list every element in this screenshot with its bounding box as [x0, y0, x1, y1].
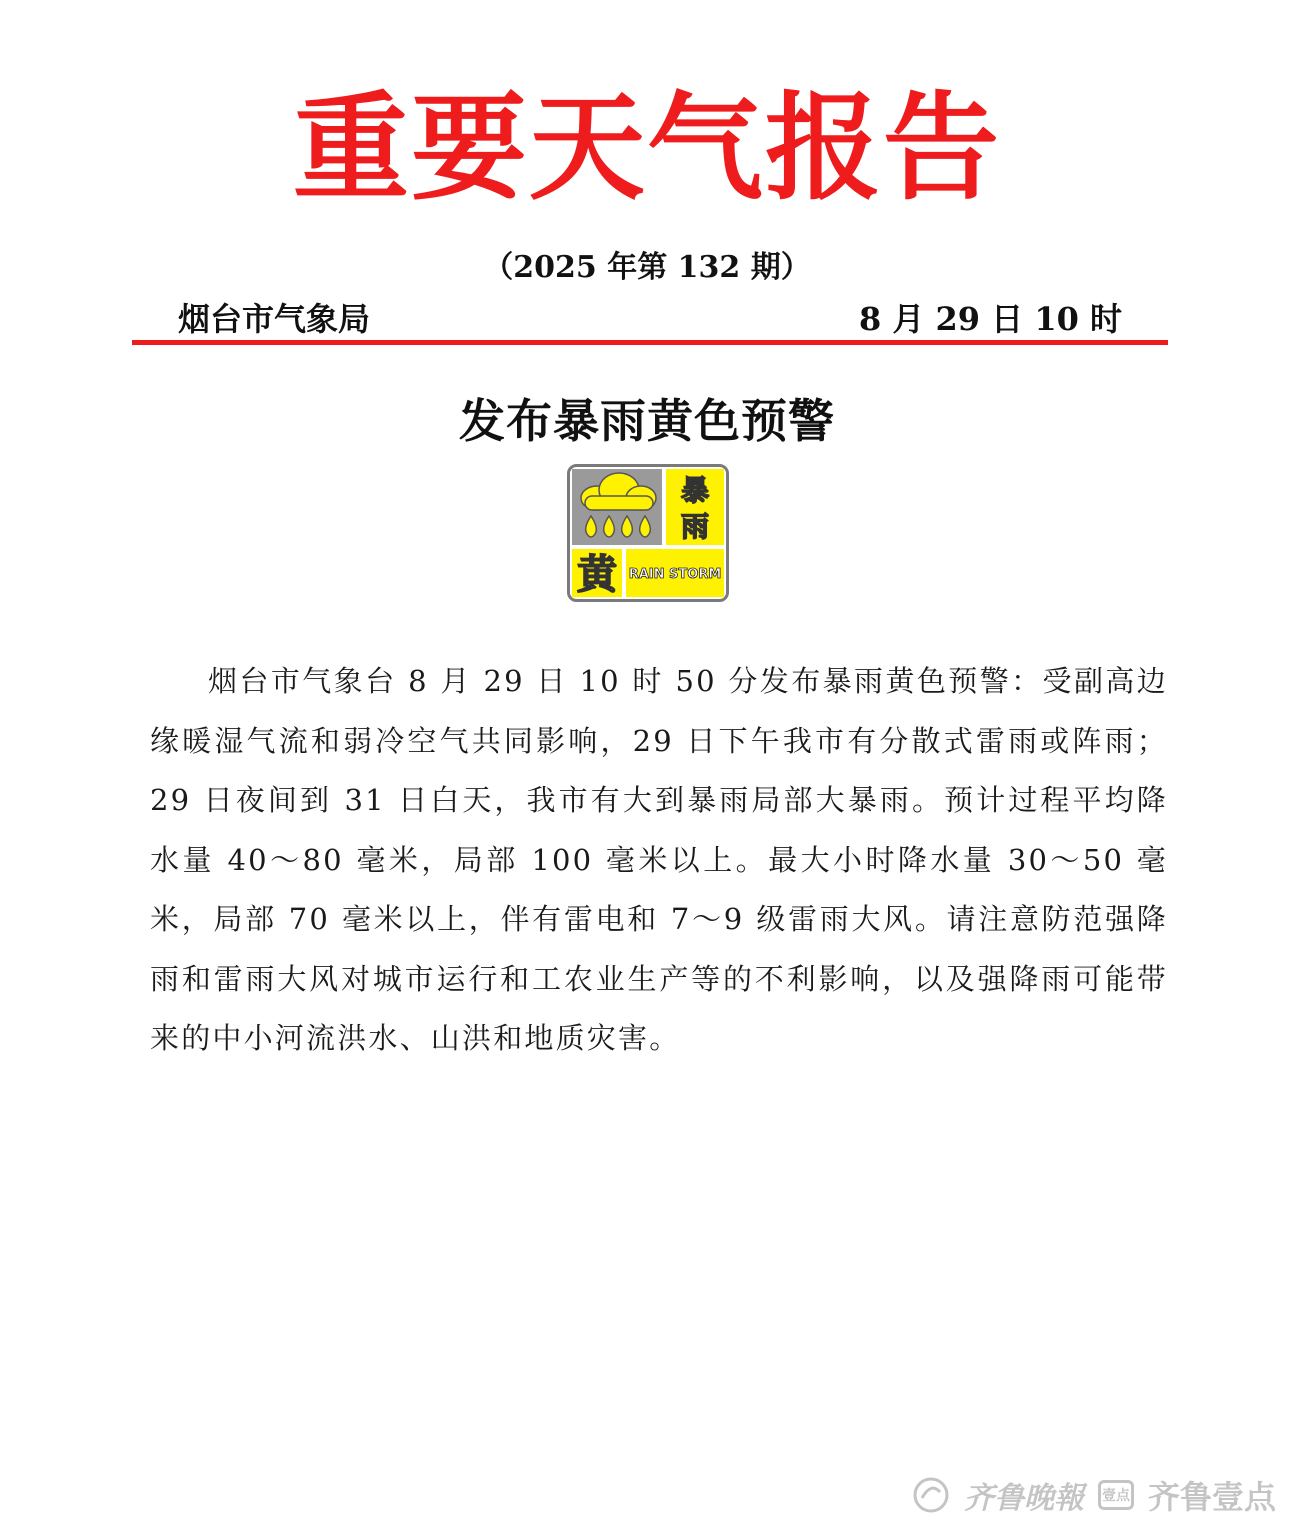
- rainstorm-yellow-warning-icon: [567, 464, 729, 602]
- brand-logo-icon: [912, 1476, 950, 1514]
- sign-level-char: 黄: [577, 552, 617, 598]
- warning-heading: 发布暴雨黄色预警: [459, 394, 835, 448]
- watermark-badge: 壹点: [1098, 1480, 1134, 1510]
- header-divider: [132, 340, 1168, 345]
- sign-label-line2: 雨: [680, 510, 710, 543]
- sign-label-line1: 暴: [680, 474, 710, 507]
- warning-body-text: 烟台市气象台 8 月 29 日 10 时 50 分发布暴雨黄色预警：受副高边缘暖湿气流和弱冷空气共同影响，29 日下午我市有分散式雷雨或阵雨；29 日夜间到 31 日白天，我市有大到暴雨局部大暴雨。预计过程平均降水量 40～80 毫米，局部 100 毫米以上。最大小时降水量 30～50 毫米，局部 70 毫米以上，伴有雷电和 7～9 级雷雨大风。请注意防范强降雨和雷雨大风对城市运行和工农业生产等的不利影响，以及强降雨可能带来的中小河流洪水、山洪和地质灾害。: [150, 664, 1168, 1055]
- watermark-brand-2: 齐鲁壹点: [1147, 1478, 1276, 1516]
- watermark-brand-1: 齐鲁晚報: [963, 1481, 1084, 1516]
- sign-english-label: RAIN STORM: [628, 567, 722, 582]
- issuing-agency: 烟台市气象局: [178, 300, 371, 338]
- report-title: 重要天气报告: [293, 80, 1001, 216]
- issue-number: （2025 年第 132 期）: [483, 250, 811, 285]
- issue-time: 8 月 29 日 10 时: [858, 300, 1122, 338]
- watermark: [912, 1473, 1276, 1517]
